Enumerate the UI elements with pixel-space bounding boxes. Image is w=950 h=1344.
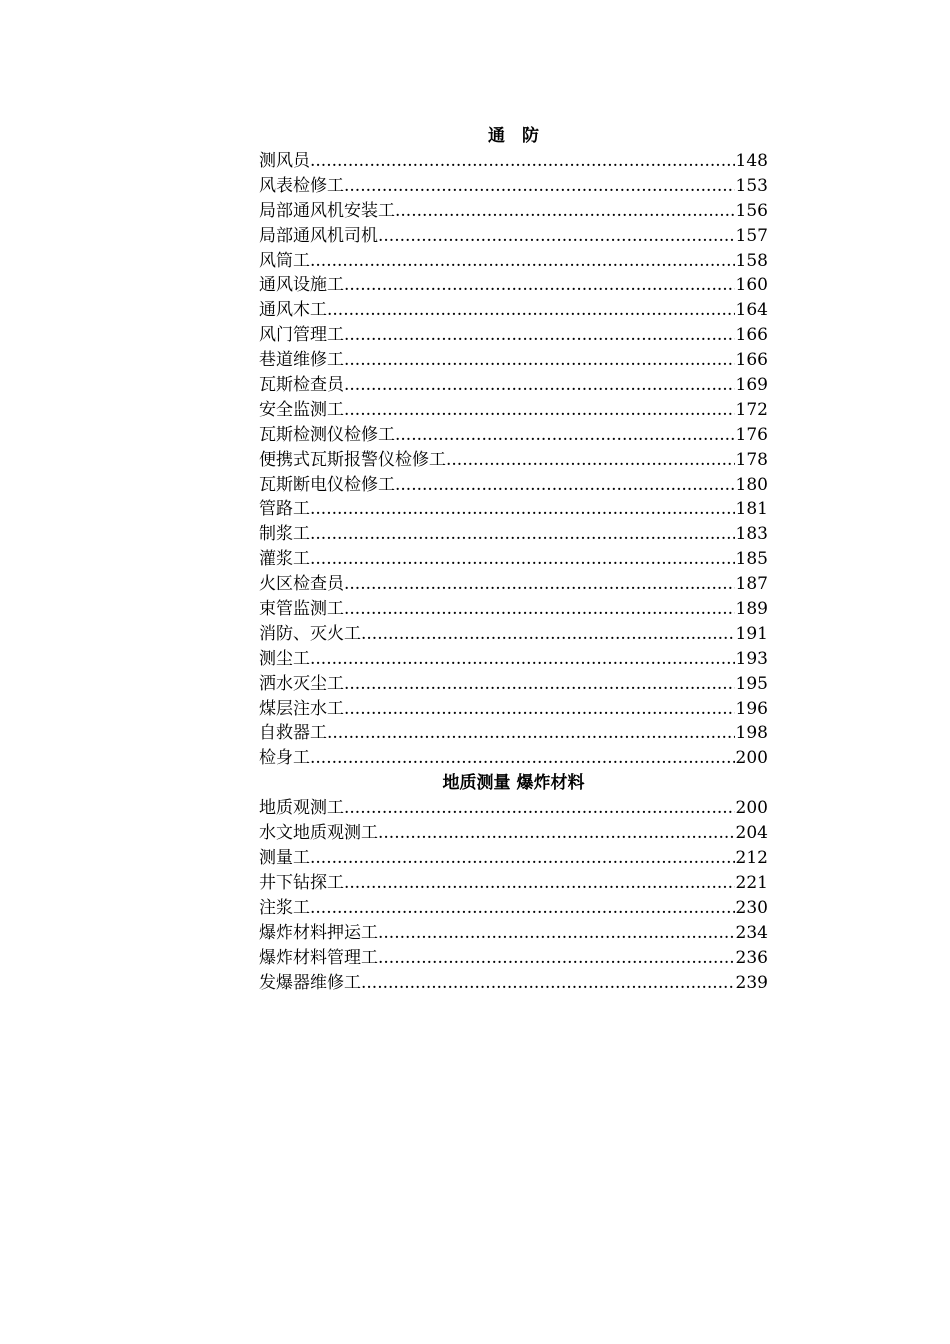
toc-entry-label: 束管监测工 xyxy=(259,599,344,620)
toc-entry[interactable] xyxy=(259,946,768,971)
dot-leader xyxy=(344,273,735,298)
dot-leader xyxy=(344,597,735,622)
toc-entry[interactable] xyxy=(259,547,768,572)
toc-entry[interactable] xyxy=(259,373,768,398)
toc-entry[interactable] xyxy=(259,721,768,746)
toc-entry-label: 瓦斯断电仪检修工 xyxy=(259,474,395,495)
dot-leader xyxy=(327,721,735,746)
toc-entry-label: 风筒工 xyxy=(259,250,310,271)
toc-entry-label: 煤层注水工 xyxy=(259,698,344,719)
toc-entry-page: 164 xyxy=(735,300,768,321)
toc-entry-page: 169 xyxy=(735,375,768,396)
dot-leader xyxy=(344,323,735,348)
toc-entry-page: 234 xyxy=(735,922,768,943)
toc-entry[interactable] xyxy=(259,796,768,821)
toc-entry-page: 200 xyxy=(735,748,768,769)
toc-entry-label: 井下钻探工 xyxy=(259,872,344,893)
dot-leader xyxy=(395,423,735,448)
toc-entry-label: 风表检修工 xyxy=(259,175,344,196)
toc-entry-page: 189 xyxy=(735,599,768,620)
section-title-geology-explosives: 地质测量 爆炸材料 xyxy=(442,773,585,794)
toc-entry-label: 巷道维修工 xyxy=(259,350,344,371)
toc-entry-page: 180 xyxy=(735,474,768,495)
toc-entry-label: 制浆工 xyxy=(259,524,310,545)
dot-leader xyxy=(395,199,735,224)
toc-entry-page: 157 xyxy=(735,225,768,246)
toc-entry-label: 测风员 xyxy=(259,151,310,171)
toc-entry-page: 187 xyxy=(735,574,768,595)
toc-entry-page: 160 xyxy=(735,275,768,296)
toc-entry-page: 158 xyxy=(735,250,768,271)
toc-entry-page: 221 xyxy=(735,872,768,893)
dot-leader xyxy=(344,796,735,821)
dot-leader xyxy=(378,821,735,846)
toc-entry-label: 注浆工 xyxy=(259,897,310,918)
toc-entry[interactable] xyxy=(259,497,768,522)
toc-entry[interactable] xyxy=(259,174,768,199)
toc-entry[interactable] xyxy=(259,249,768,274)
dot-leader xyxy=(310,746,735,771)
dot-leader xyxy=(310,846,735,871)
toc-entry[interactable] xyxy=(259,846,768,871)
toc-entry[interactable] xyxy=(259,473,768,498)
toc-entry-page: 148 xyxy=(735,151,768,171)
toc-entry-label: 瓦斯检测仪检修工 xyxy=(259,424,395,445)
toc-entry[interactable] xyxy=(259,871,768,896)
toc-entry[interactable] xyxy=(259,199,768,224)
toc-entry[interactable] xyxy=(259,821,768,846)
toc-entry-page: 204 xyxy=(735,823,768,844)
toc-entry[interactable] xyxy=(259,522,768,547)
toc-entry-page: 195 xyxy=(735,673,768,694)
dot-leader xyxy=(310,522,735,547)
toc-entry-page: 166 xyxy=(735,325,768,346)
toc-entry-label: 管路工 xyxy=(259,499,310,520)
toc-entry-page: 153 xyxy=(735,175,768,196)
toc-entry-page: 191 xyxy=(735,623,768,644)
dot-leader xyxy=(344,697,735,722)
dot-leader xyxy=(310,547,735,572)
toc-entry-label: 通风设施工 xyxy=(259,275,344,296)
toc-entry-label: 洒水灭尘工 xyxy=(259,673,344,694)
toc-entry-label: 爆炸材料押运工 xyxy=(259,922,378,943)
dot-leader xyxy=(344,871,735,896)
dot-leader xyxy=(361,971,735,996)
toc-entry[interactable] xyxy=(259,971,768,996)
toc-entry-label: 测尘工 xyxy=(259,648,310,669)
toc-entry-label: 火区检查员 xyxy=(259,574,344,595)
dot-leader xyxy=(378,224,735,249)
toc-entry[interactable] xyxy=(259,423,768,448)
toc-entry-page: 183 xyxy=(735,524,768,545)
dot-leader xyxy=(378,921,735,946)
toc-entry[interactable] xyxy=(259,224,768,249)
toc-entry-page: 236 xyxy=(735,947,768,968)
toc-entry-page: 156 xyxy=(735,200,768,221)
dot-leader xyxy=(344,373,735,398)
toc-entry-label: 消防、灭火工 xyxy=(259,623,361,644)
toc-entry-label: 局部通风机司机 xyxy=(259,225,378,246)
toc-entry[interactable] xyxy=(259,896,768,921)
toc-entry[interactable] xyxy=(259,647,768,672)
toc-entry-page: 185 xyxy=(735,549,768,570)
toc-entry-page: 196 xyxy=(735,698,768,719)
toc-entry-label: 便携式瓦斯报警仪检修工 xyxy=(259,449,446,470)
toc-entry-label: 水文地质观测工 xyxy=(259,823,378,844)
toc-entry-page: 178 xyxy=(735,449,768,470)
toc-entry-page: 200 xyxy=(735,798,768,819)
toc-entry[interactable] xyxy=(259,622,768,647)
toc-entry-label: 局部通风机安装工 xyxy=(259,200,395,221)
toc-entry-label: 爆炸材料管理工 xyxy=(259,947,378,968)
toc-entry[interactable] xyxy=(259,921,768,946)
dot-leader xyxy=(361,622,735,647)
toc-entry-label: 测量工 xyxy=(259,848,310,869)
dot-leader xyxy=(310,896,735,921)
toc-entry-page: 181 xyxy=(735,499,768,520)
toc-entry[interactable] xyxy=(259,298,768,323)
toc-entry-label: 检身工 xyxy=(259,748,310,769)
toc-entry[interactable] xyxy=(259,273,768,298)
table-of-contents xyxy=(259,124,768,995)
toc-entry-label: 风门管理工 xyxy=(259,325,344,346)
dot-leader xyxy=(310,497,735,522)
toc-entry-label: 发爆器维修工 xyxy=(259,972,361,993)
section-title-ventilation: 通 防 xyxy=(488,126,539,146)
dot-leader xyxy=(327,298,735,323)
toc-entry-label: 瓦斯检查员 xyxy=(259,375,344,396)
toc-entry-page: 230 xyxy=(735,897,768,918)
dot-leader xyxy=(344,572,735,597)
toc-entry[interactable] xyxy=(259,746,768,771)
dot-leader xyxy=(310,647,735,672)
toc-entry[interactable] xyxy=(259,398,768,423)
dot-leader xyxy=(344,348,735,373)
toc-entry-page: 166 xyxy=(735,350,768,371)
toc-entry-label: 自救器工 xyxy=(259,723,327,744)
toc-entry-page: 212 xyxy=(735,848,768,869)
toc-entry-label: 灌浆工 xyxy=(259,549,310,570)
toc-entry-page: 198 xyxy=(735,723,768,744)
dot-leader xyxy=(310,149,735,174)
toc-entry-page: 172 xyxy=(735,399,768,420)
toc-entry[interactable] xyxy=(259,697,768,722)
toc-entry-page: 193 xyxy=(735,648,768,669)
dot-leader xyxy=(446,448,735,473)
toc-entry[interactable] xyxy=(259,597,768,622)
toc-entry[interactable] xyxy=(259,323,768,348)
toc-entry-label: 地质观测工 xyxy=(259,798,344,819)
toc-entry[interactable] xyxy=(259,672,768,697)
dot-leader xyxy=(310,249,735,274)
dot-leader xyxy=(395,473,735,498)
toc-entry-label: 通风木工 xyxy=(259,300,327,321)
dot-leader xyxy=(378,946,735,971)
dot-leader xyxy=(344,174,735,199)
toc-entry-page: 239 xyxy=(735,972,768,993)
toc-entry[interactable] xyxy=(259,572,768,597)
toc-entry-label: 安全监测工 xyxy=(259,399,344,420)
toc-entry[interactable] xyxy=(259,348,768,373)
toc-entry[interactable] xyxy=(259,149,768,174)
toc-entry[interactable] xyxy=(259,448,768,473)
dot-leader xyxy=(344,672,735,697)
toc-entry-page: 176 xyxy=(735,424,768,445)
dot-leader xyxy=(344,398,735,423)
